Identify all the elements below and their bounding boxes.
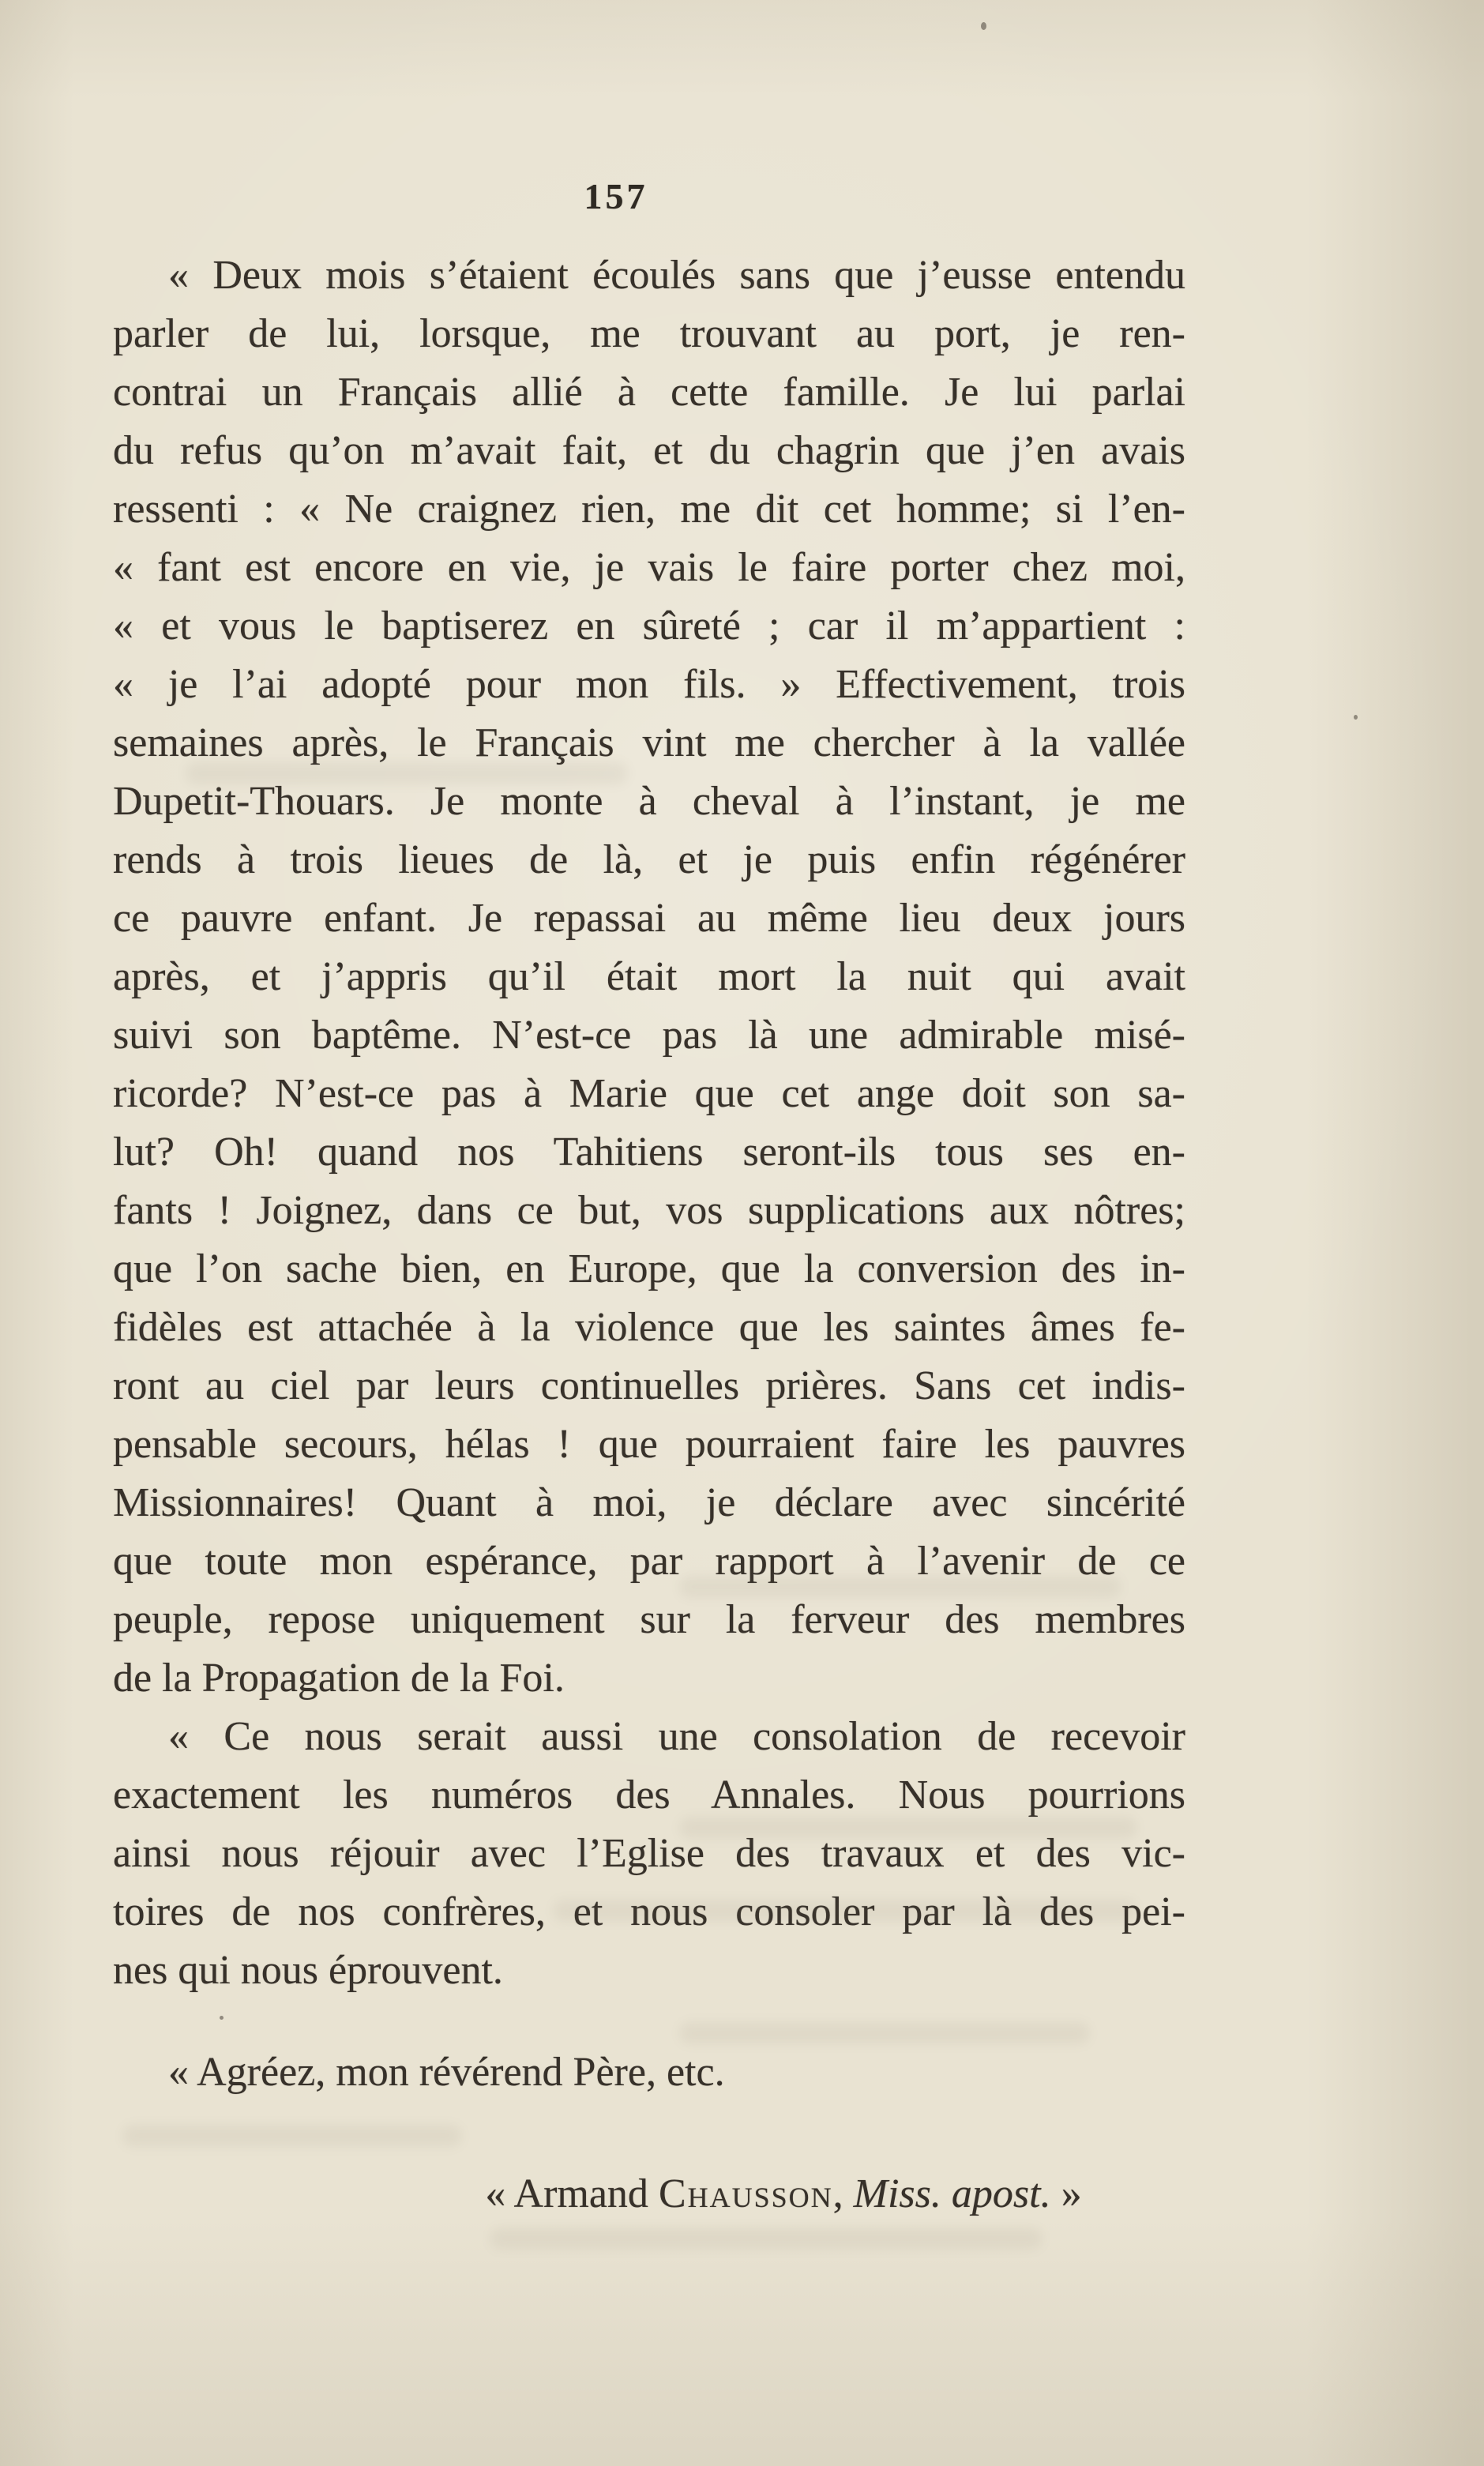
text-line: lut? Oh! quand nos Tahitiens seront-ils tous ses en- <box>113 1130 1185 1175</box>
text-line: suivi son baptême. N’est-ce pas là une admirable misé- <box>113 1013 1185 1058</box>
text-line: nes qui nous éprouvent. <box>113 1948 503 1993</box>
paper-speck <box>220 2016 224 2020</box>
text-line: rends à trois lieues de là, et je puis enfin régénérer <box>113 837 1185 882</box>
body-text <box>113 246 1185 2224</box>
paragraph-2 <box>113 1708 1185 2000</box>
text-line: contrai un Français allié à cette famille. Je lui parlai <box>113 370 1185 415</box>
text-line: « et vous le baptiserez en sûreté ; car il m’appartient : <box>113 603 1185 648</box>
text-line: que l’on sache bien, en Europe, que la conversion des in- <box>113 1246 1185 1291</box>
signature-separator: , <box>832 2171 854 2216</box>
signature-line <box>113 2165 1185 2224</box>
closing-line: « Agréez, mon révérend Père, etc. <box>168 2050 725 2095</box>
signature-closing-guillemet: » <box>1050 2171 1082 2216</box>
text-line: Missionnaires! Quant à moi, je déclare avec sincérité <box>113 1480 1185 1525</box>
text-line: fidèles est attachée à la violence que les saintes âmes fe- <box>113 1305 1185 1350</box>
text-line: du refus qu’on m’avait fait, et du chagrin que j’en avais <box>113 428 1185 473</box>
text-line: toires de nos confrères, et nous consoler par là des pei- <box>113 1889 1185 1934</box>
text-line: semaines après, le Français vint me chercher à la vallée <box>113 720 1185 765</box>
text-line: peuple, repose uniquement sur la ferveur des membres <box>113 1597 1185 1642</box>
text-line: pensable secours, hélas ! que pourraient faire les pauvres <box>113 1422 1185 1467</box>
signature-surname: Chausson <box>658 2171 833 2216</box>
text-line: fants ! Joignez, dans ce but, vos supplications aux nôtres; <box>113 1188 1185 1233</box>
paper-speck <box>981 22 986 30</box>
text-line: de la Propagation de la Foi. <box>113 1656 565 1701</box>
text-line: exactement les numéros des Annales. Nous pourrions <box>113 1772 1185 1818</box>
text-line: Dupetit-Thouars. Je monte à cheval à l’instant, je me <box>113 779 1185 824</box>
text-line: « Ce nous serait aussi une consolation de recevoir <box>168 1714 1185 1759</box>
text-line: « fant est encore en vie, je vais le faire porter chez moi, <box>113 545 1185 590</box>
text-line: ront au ciel par leurs continuelles prières. Sans cet indis- <box>113 1363 1185 1408</box>
text-line: « je l’ai adopté pour mon fils. » Effectivement, trois <box>113 662 1185 707</box>
page-number: 157 <box>584 176 648 216</box>
text-line: « Deux mois s’étaient écoulés sans que j’eusse entendu <box>168 253 1185 298</box>
bleed-through-mark <box>490 2227 1043 2250</box>
paper-speck <box>1354 715 1358 720</box>
text-line: parler de lui, lorsque, me trouvant au port, je ren- <box>113 311 1185 356</box>
text-line: ricorde? N’est-ce pas à Marie que cet ange doit son sa- <box>113 1071 1185 1116</box>
signature-title: Miss. apost. <box>853 2171 1051 2216</box>
text-line: ressenti : « Ne craignez rien, me dit cet homme; si l’en- <box>113 487 1185 532</box>
signature-prefix: « Armand <box>485 2171 659 2216</box>
text-line: ainsi nous réjouir avec l’Eglise des travaux et des vic- <box>113 1831 1185 1876</box>
text-line: après, et j’appris qu’il était mort la nuit qui avait <box>113 954 1185 999</box>
text-line: ce pauvre enfant. Je repassai au même lieu deux jours <box>113 896 1185 941</box>
text-line: que toute mon espérance, par rapport à l’avenir de ce <box>113 1539 1185 1584</box>
paragraph-1 <box>113 246 1185 1708</box>
